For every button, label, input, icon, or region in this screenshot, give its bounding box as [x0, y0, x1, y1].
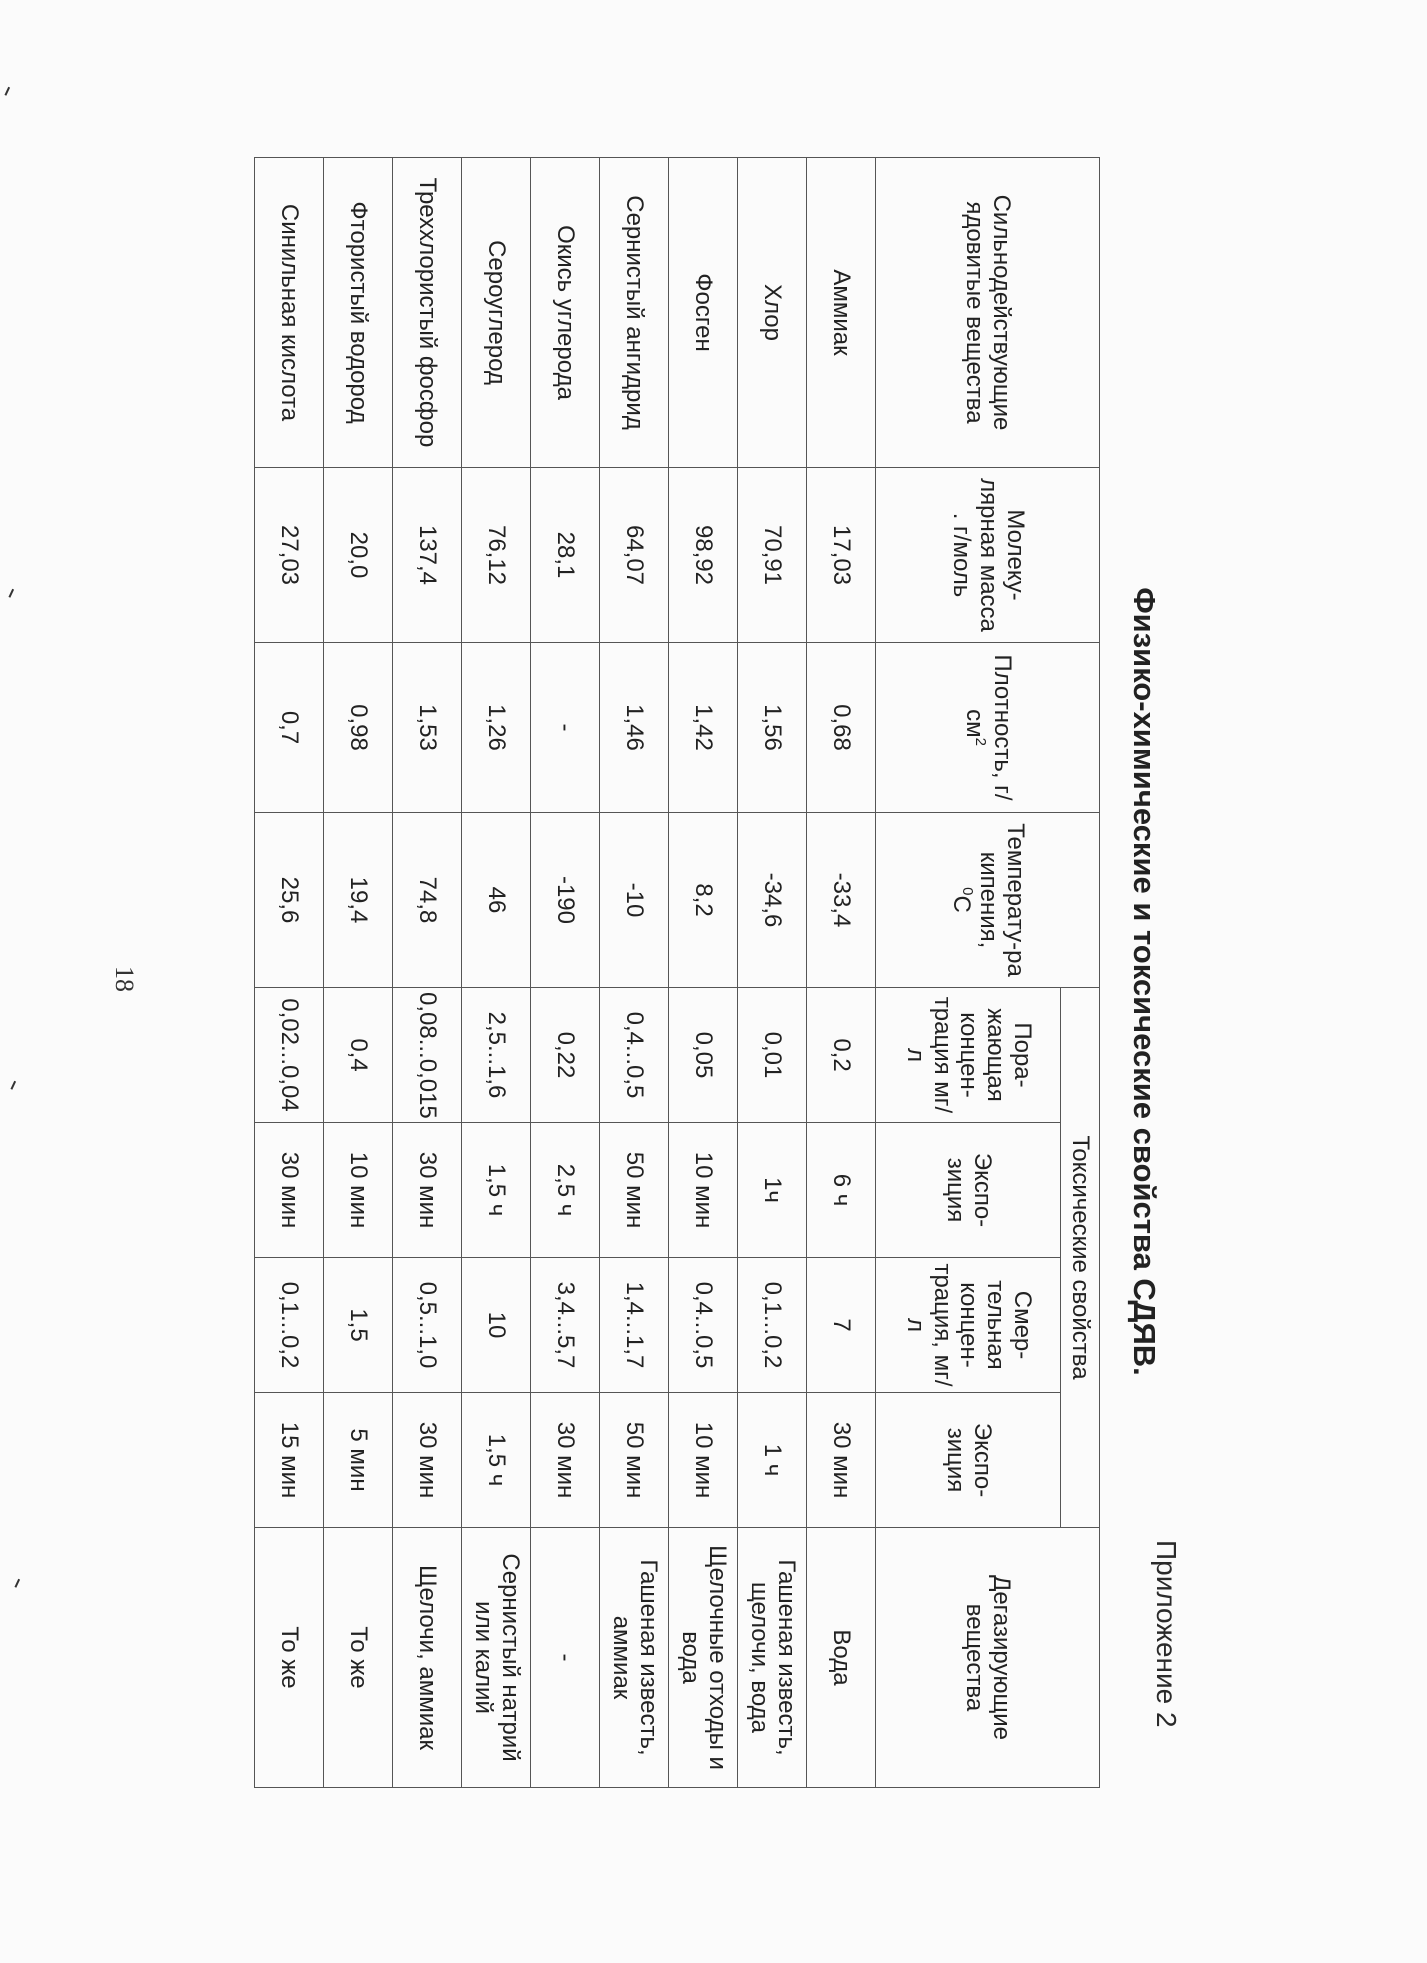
cell-density: 0,7: [255, 643, 324, 813]
table-body: [255, 158, 876, 1788]
cell-degassing: -: [531, 1528, 600, 1788]
cell-striking-concentration: 0,08...0,015: [393, 988, 462, 1123]
cell-degassing: Гашеная известь, аммиак: [600, 1528, 669, 1788]
cell-degassing: Щелочные отходы и вода: [669, 1528, 738, 1788]
table-row: [462, 158, 531, 1788]
cell-lethal-concentration: 10: [462, 1258, 531, 1393]
cell-exposure-striking: 50 мин: [600, 1123, 669, 1258]
cell-substance: Сероуглерод: [462, 158, 531, 468]
cell-boiling-point: 25,6: [255, 813, 324, 988]
cell-degassing: То же: [324, 1528, 393, 1788]
cell-boiling-point: 8,2: [669, 813, 738, 988]
cell-boiling-point: 46: [462, 813, 531, 988]
cell-lethal-concentration: 0,1...0,2: [255, 1258, 324, 1393]
cell-lethal-concentration: 3,4...5,7: [531, 1258, 600, 1393]
cell-substance: Окись углерода: [531, 158, 600, 468]
cell-striking-concentration: 0,22: [531, 988, 600, 1123]
cell-lethal-concentration: 1,5: [324, 1258, 393, 1393]
header-exposure-lethal: Экспо-зиция: [876, 1393, 1061, 1528]
cell-molar-mass: 137,4: [393, 468, 462, 643]
cell-lethal-concentration: 0,4...0,5: [669, 1258, 738, 1393]
page-number: 18: [110, 966, 139, 992]
table-row: [393, 158, 462, 1788]
cell-striking-concentration: 0,4: [324, 988, 393, 1123]
cell-molar-mass: 27,03: [255, 468, 324, 643]
cell-density: 1,42: [669, 643, 738, 813]
table-row: [531, 158, 600, 1788]
cell-degassing: Сернистый натрий или калий: [462, 1528, 531, 1788]
cell-substance: Фтористый водород: [324, 158, 393, 468]
annex-label: Приложение 2: [1151, 1540, 1182, 1728]
cell-degassing: Гашеная известь, щелочи, вода: [738, 1528, 807, 1788]
cell-exposure-lethal: 50 мин: [600, 1393, 669, 1528]
cell-exposure-striking: 1,5 ч: [462, 1123, 531, 1258]
cell-molar-mass: 70,91: [738, 468, 807, 643]
cell-substance: Аммиак: [807, 158, 876, 468]
cell-molar-mass: 28,1: [531, 468, 600, 643]
cell-molar-mass: 76,12: [462, 468, 531, 643]
cell-exposure-striking: 10 мин: [324, 1123, 393, 1258]
cell-substance: Сернистый ангидрид: [600, 158, 669, 468]
cell-degassing: То же: [255, 1528, 324, 1788]
header-exposure-striking: Экспо-зиция: [876, 1123, 1061, 1258]
cell-substance: Хлор: [738, 158, 807, 468]
cell-exposure-lethal: 1,5 ч: [462, 1393, 531, 1528]
header-lethal-concentration: Смер-тельная концен-трация, мг/л: [876, 1258, 1061, 1393]
cell-exposure-lethal: 30 мин: [531, 1393, 600, 1528]
cell-lethal-concentration: 1,4...1,7: [600, 1258, 669, 1393]
table-row: [324, 158, 393, 1788]
cell-exposure-striking: 30 мин: [255, 1123, 324, 1258]
cell-striking-concentration: 0,01: [738, 988, 807, 1123]
cell-striking-concentration: 0,4...0,5: [600, 988, 669, 1123]
cell-striking-concentration: 0,02...0,04: [255, 988, 324, 1123]
cell-exposure-lethal: 5 мин: [324, 1393, 393, 1528]
cell-molar-mass: 20,0: [324, 468, 393, 643]
cell-degassing: Щелочи, аммиак: [393, 1528, 462, 1788]
page-title: Физико-химические и токсические свойства СДЯВ.: [1127, 587, 1162, 1376]
table-row: [255, 158, 324, 1788]
cell-density: 0,98: [324, 643, 393, 813]
cell-boiling-point: -190: [531, 813, 600, 988]
header-toxic-properties: Токсические свойства: [1061, 988, 1100, 1528]
cell-exposure-striking: 10 мин: [669, 1123, 738, 1258]
cell-substance: Треххлористый фосфор: [393, 158, 462, 468]
cell-boiling-point: -34,6: [738, 813, 807, 988]
cell-substance: Фосген: [669, 158, 738, 468]
cell-boiling-point: -10: [600, 813, 669, 988]
cell-lethal-concentration: 0,5...1,0: [393, 1258, 462, 1393]
cell-density: 1,26: [462, 643, 531, 813]
cell-molar-mass: 17,03: [807, 468, 876, 643]
cell-exposure-lethal: 30 мин: [807, 1393, 876, 1528]
cell-exposure-striking: 2,5 ч: [531, 1123, 600, 1258]
cell-density: 0,68: [807, 643, 876, 813]
cell-striking-concentration: 2,5...1,6: [462, 988, 531, 1123]
cell-exposure-striking: 30 мин: [393, 1123, 462, 1258]
cell-lethal-concentration: 0,1...0,2: [738, 1258, 807, 1393]
cell-density: 1,53: [393, 643, 462, 813]
cell-degassing: Вода: [807, 1528, 876, 1788]
table-row: [738, 158, 807, 1788]
cell-exposure-lethal: 15 мин: [255, 1393, 324, 1528]
table-row: [807, 158, 876, 1788]
table-row: [669, 158, 738, 1788]
header-striking-concentration: Пора-жающая концен-трация мг/л: [876, 988, 1061, 1123]
cell-density: -: [531, 643, 600, 813]
cell-exposure-lethal: 30 мин: [393, 1393, 462, 1528]
cell-molar-mass: 98,92: [669, 468, 738, 643]
cell-substance: Синильная кислота: [255, 158, 324, 468]
cell-exposure-striking: 6 ч: [807, 1123, 876, 1258]
header-boiling-point: Температу-ра кипения, $^0$С: [876, 813, 1100, 988]
table-row: [600, 158, 669, 1788]
cell-boiling-point: 74,8: [393, 813, 462, 988]
cell-density: 1,56: [738, 643, 807, 813]
header-substance: Сильнодействующие ядовитые вещества: [876, 158, 1100, 468]
cell-boiling-point: 19,4: [324, 813, 393, 988]
header-degassing: Дегазирующие вещества: [876, 1528, 1100, 1788]
cell-boiling-point: -33,4: [807, 813, 876, 988]
cell-density: 1,46: [600, 643, 669, 813]
sdyav-properties-table: [254, 157, 1100, 1788]
cell-exposure-striking: 1ч: [738, 1123, 807, 1258]
cell-striking-concentration: 0,05: [669, 988, 738, 1123]
header-molar-mass: Молеку-лярная масса . г/моль: [876, 468, 1100, 643]
cell-exposure-lethal: 1 ч: [738, 1393, 807, 1528]
cell-exposure-lethal: 10 мин: [669, 1393, 738, 1528]
cell-molar-mass: 64,07: [600, 468, 669, 643]
cell-lethal-concentration: 7: [807, 1258, 876, 1393]
header-density: Плотность, $г/см^2$: [876, 643, 1100, 813]
cell-striking-concentration: 0,2: [807, 988, 876, 1123]
